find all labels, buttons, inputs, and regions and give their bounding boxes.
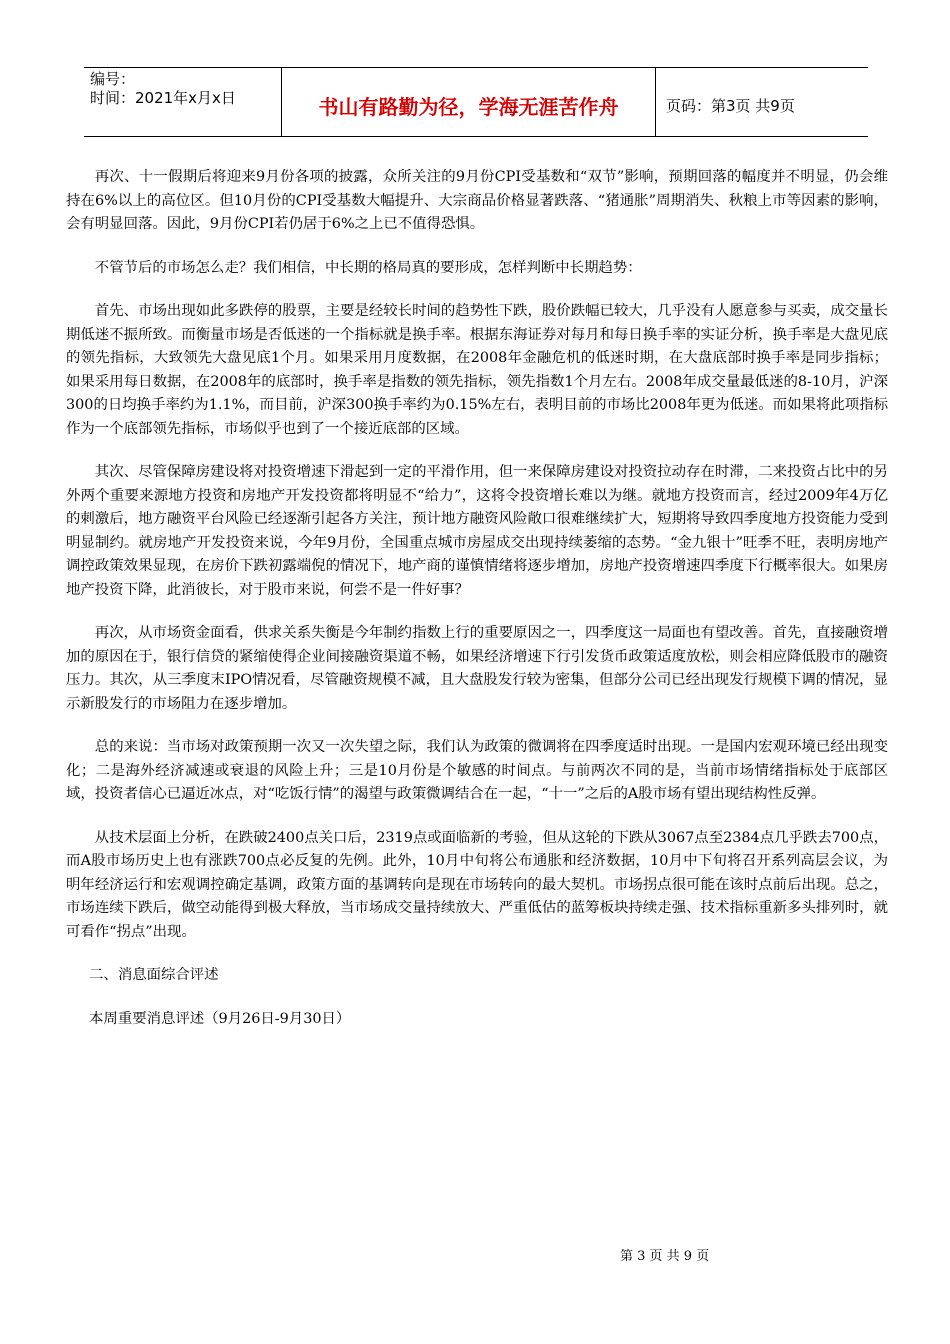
paragraph-investment: 其次、尽管保障房建设将对投资增速下滑起到一定的平滑作用，但一来保障房建设对投资拉动存在时滞，二来投资占比中的另外两个重要来源地方投资和房地产开发投资都将明显不“给力”，这将令投资增长难以为继。就地方投资而言，经过2009年4万亿的刺激后，地方融资平台风险已经逐渐引起各方关注，预计地方融资风险敞口很难继续扩大，短期将导致四季度地方投资能力受到明显制约。就房地产开发投资来说，今年9月份，全国重点城市房屋成交出现持续萎缩的态势。“金九银十”旺季不旺，表明房地产调控政策效果显现，在房价下跌初露端倪的情况下，地产商的谨慎情绪将逐步增加，房地产投资增速四季度下行概率很大。如果房地产投资下降，此消彼长，对于股市来说，何尝不是一件好事？ (66, 464, 888, 598)
page-footer: 第 3 页 共 9 页 (620, 1249, 710, 1264)
paragraph-summary: 总的来说：当市场对政策预期一次又一次失望之际，我们认为政策的微调将在四季度适时出现。一是国内宏观环境已经出现变化；二是海外经济减速或衰退的风险上升；三是10月份是个敏感的时间点。与前两次不同的是，当前市场情绪指标处于底部区域，投资者信心已逼近冰点，对“吃饭行情”的渴望与政策微调结合在一起，“十一”之后的A股市场有望出现结构性反弹。 (66, 739, 888, 802)
section-heading-news: 二、消息面综合评述 (89, 967, 219, 983)
paragraph-weekly-news: 本周重要消息评述（9月26日-9月30日） (89, 1010, 351, 1027)
paragraph-technical: 从技术层面上分析，在跌破2400点关口后，2319点或面临新的考验，但从这轮的下跌从3067点至2384点几乎跌去700点，而A股市场历史上也有涨跌700点必反复的先例。此外，10月中旬将公布通胀和经济数据，10月中下旬将召开系列高层会议，为明年经济运行和宏观调控确定基调，政策方面的基调转向是现在市场转向的最大契机。市场拐点很可能在该时点前后出现。总之，市场连续下跌后，做空动能得到极大释放，当市场成交量持续放大、严重低估的蓝筹板块持续走强、技术指标重新多头排列时，就可看作“拐点”出现。 (66, 829, 888, 940)
document-number: 编号： (90, 70, 136, 88)
header-page-number: 页码：第3页 共9页 (666, 96, 795, 115)
paragraph-turnover: 首先、市场出现如此多跌停的股票，主要是经较长时间的趋势性下跌，股价跌幅已较大，几乎没有人愿意参与买卖，成交量长期低迷不振所致。而衡量市场是否低迷的一个指标就是换手率。根据东海证券对每月和每日换手率的实证分析，换手率是大盘见底的领先指标，大致领先大盘见底1个月。如果采用月度数据，在2008年金融危机的低迷时期，在大盘底部时换手率是同步指标；如果采用每日数据，在2008年的底部时，换手率是指数的领先指标，领先指数1个月左右。2008年成交量最低迷的8-10月，沪深300的日均换手率约为1.1%，而目前，沪深300换手率约为0.15%左右，表明目前的市场比2008年更为低迷。而如果将此项指标作为一个底部领先指标，市场似乎也到了一个接近底部的区域。 (66, 303, 888, 437)
paragraph-cpi: 再次、十一假期后将迎来9月份各项的披露，众所关注的9月份CPI受基数和“双节”影响，预期回落的幅度并不明显，仍会维持在6%以上的高位区。但10月份的CPI受基数大幅提升、大宗商品价格显著跌落、“猪通胀”周期消失、秋粮上市等因素的影响，会有明显回落。因此，9月份CPI若仍居于6%之上已不值得恐惧。 (66, 169, 888, 232)
paragraph-trend-question: 不管节后的市场怎么走？我们相信，中长期的格局真的要形成，怎样判断中长期趋势： (94, 259, 642, 276)
page-header (84, 67, 868, 137)
header-meta (84, 68, 282, 136)
document-time: 时间：2021年x月x日 (90, 89, 236, 107)
header-motto: 书山有路勤为径，学海无涯苦作舟 (282, 68, 656, 136)
document-body (66, 166, 888, 1051)
paragraph-capital: 再次，从市场资金面看，供求关系失衡是今年制约指数上行的重要原因之一，四季度这一局面也有望改善。首先，直接融资增加的原因在于，银行信贷的紧缩使得企业间接融资渠道不畅，如果经济增速下行引发货币政策适度放松，则会相应降低股市的融资压力。其次，从三季度末IPO情况看，尽管融资规模不减，且大盘股发行较为密集，但部分公司已经出现发行规模下调的情况，显示新股发行的市场阻力在逐步增加。 (66, 625, 888, 712)
